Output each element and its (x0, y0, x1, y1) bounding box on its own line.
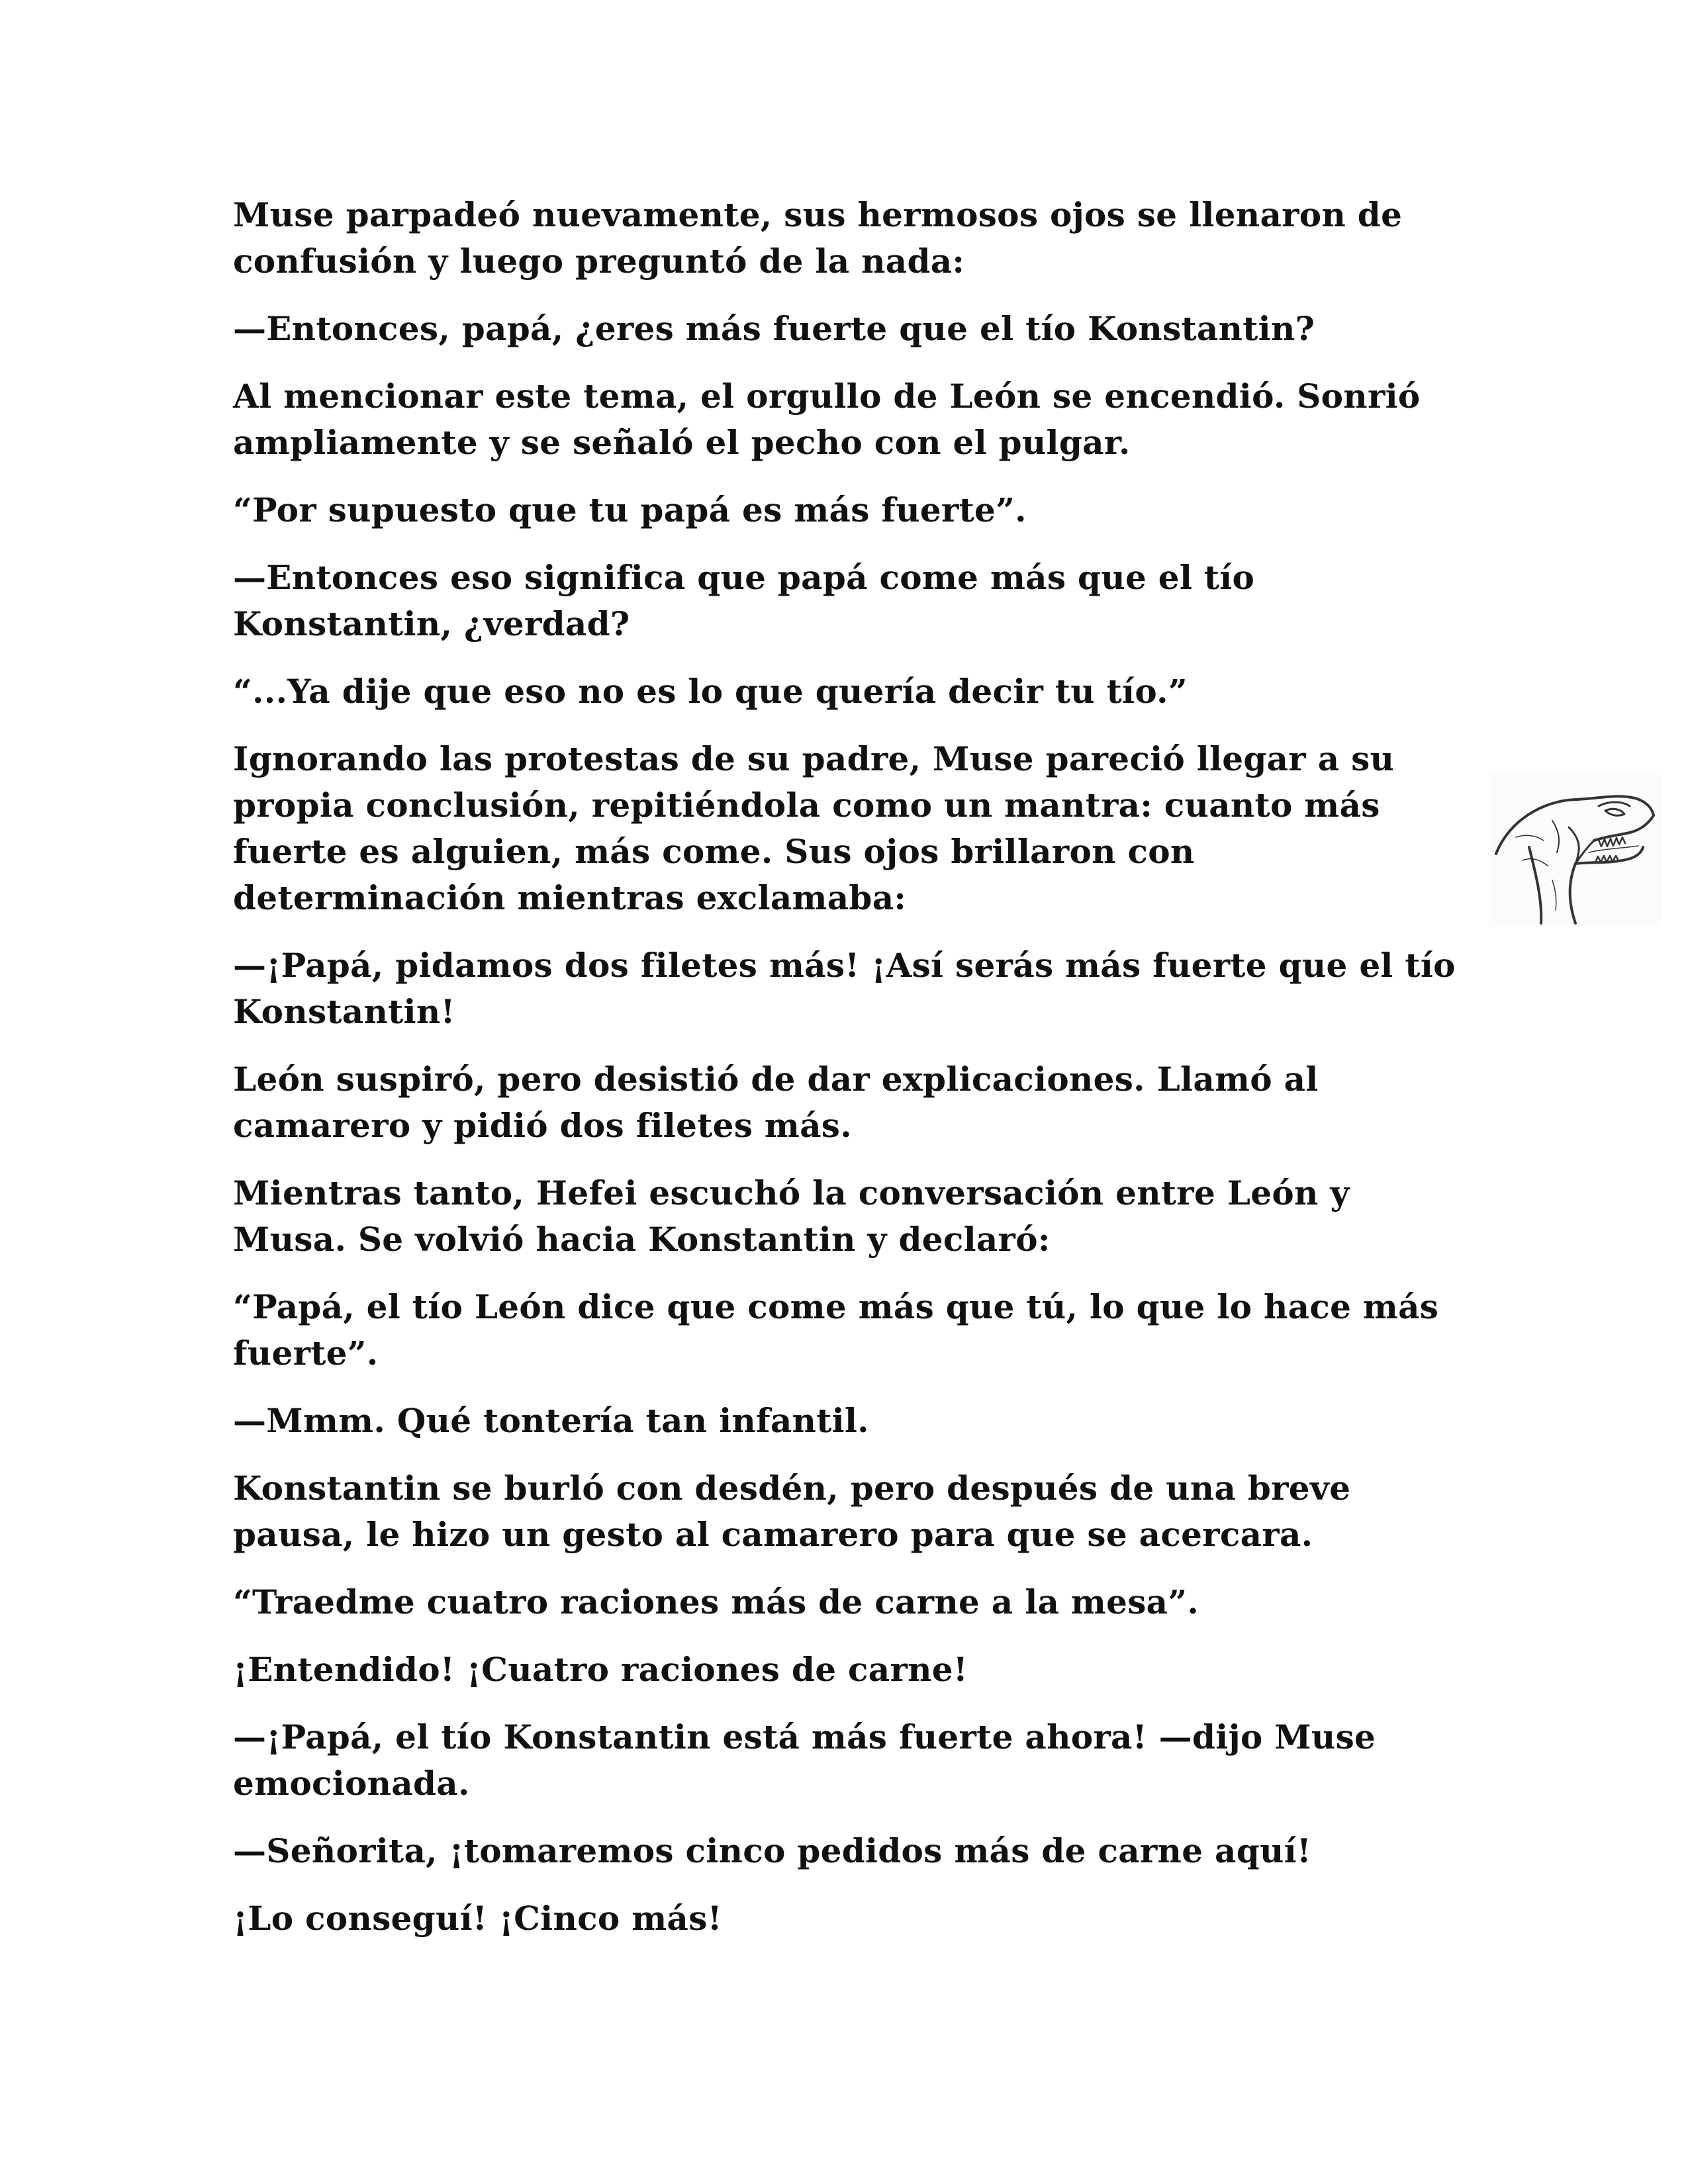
paragraph: ¡Lo conseguí! ¡Cinco más! (233, 1899, 722, 1938)
body-text (233, 192, 1464, 1963)
paragraph: “...Ya dije que eso no es lo que quería decir tu tío.” (233, 672, 1188, 711)
paragraph: Ignorando las protestas de su padre, Muse pareció llegar a su propia conclusión, repitiéndola como un mantra: cuanto más fuerte es alguien, más come. Sus ojos brillaron con determinación mientras exclamaba: (233, 739, 1395, 917)
paragraph: “Traedme cuatro raciones más de carne a la mesa”. (233, 1582, 1199, 1621)
paragraph: Konstantin se burló con desdén, pero después de una breve pausa, le hizo un gesto al camarero para que se acercara. (233, 1469, 1351, 1554)
paragraph: —Señorita, ¡tomaremos cinco pedidos más de carne aquí! (233, 1831, 1312, 1870)
paragraph: “Papá, el tío León dice que come más que tú, lo que lo hace más fuerte”. (233, 1287, 1439, 1373)
paragraph: —Mmm. Qué tontería tan infantil. (233, 1401, 869, 1440)
paragraph: —¡Papá, pidamos dos filetes más! ¡Así serás más fuerte que el tío Konstantin! (233, 946, 1456, 1031)
paragraph: ¡Entendido! ¡Cuatro raciones de carne! (233, 1650, 968, 1689)
paragraph: Al mencionar este tema, el orgullo de León se encendió. Sonrió ampliamente y se señaló el pecho con el pulgar. (233, 377, 1421, 462)
paragraph: —Entonces eso significa que papá come más que el tío Konstantin, ¿verdad? (233, 558, 1255, 643)
paragraph: Muse parpadeó nuevamente, sus hermosos ojos se llenaron de confusión y luego preguntó de la nada: (233, 195, 1403, 281)
paragraph: Mientras tanto, Hefei escuchó la conversación entre León y Musa. Se volvió hacia Konstantin y declaró: (233, 1173, 1350, 1259)
paragraph: León suspiró, pero desistió de dar explicaciones. Llamó al camarero y pidió dos filetes más. (233, 1060, 1319, 1145)
dinosaur-head-icon (1489, 774, 1662, 927)
paragraph: —¡Papá, el tío Konstantin está más fuerte ahora! —dijo Muse emocionada. (233, 1717, 1376, 1803)
paragraph: “Por supuesto que tu papá es más fuerte”. (233, 490, 1027, 529)
paragraph: —Entonces, papá, ¿eres más fuerte que el tío Konstantin? (233, 309, 1315, 348)
